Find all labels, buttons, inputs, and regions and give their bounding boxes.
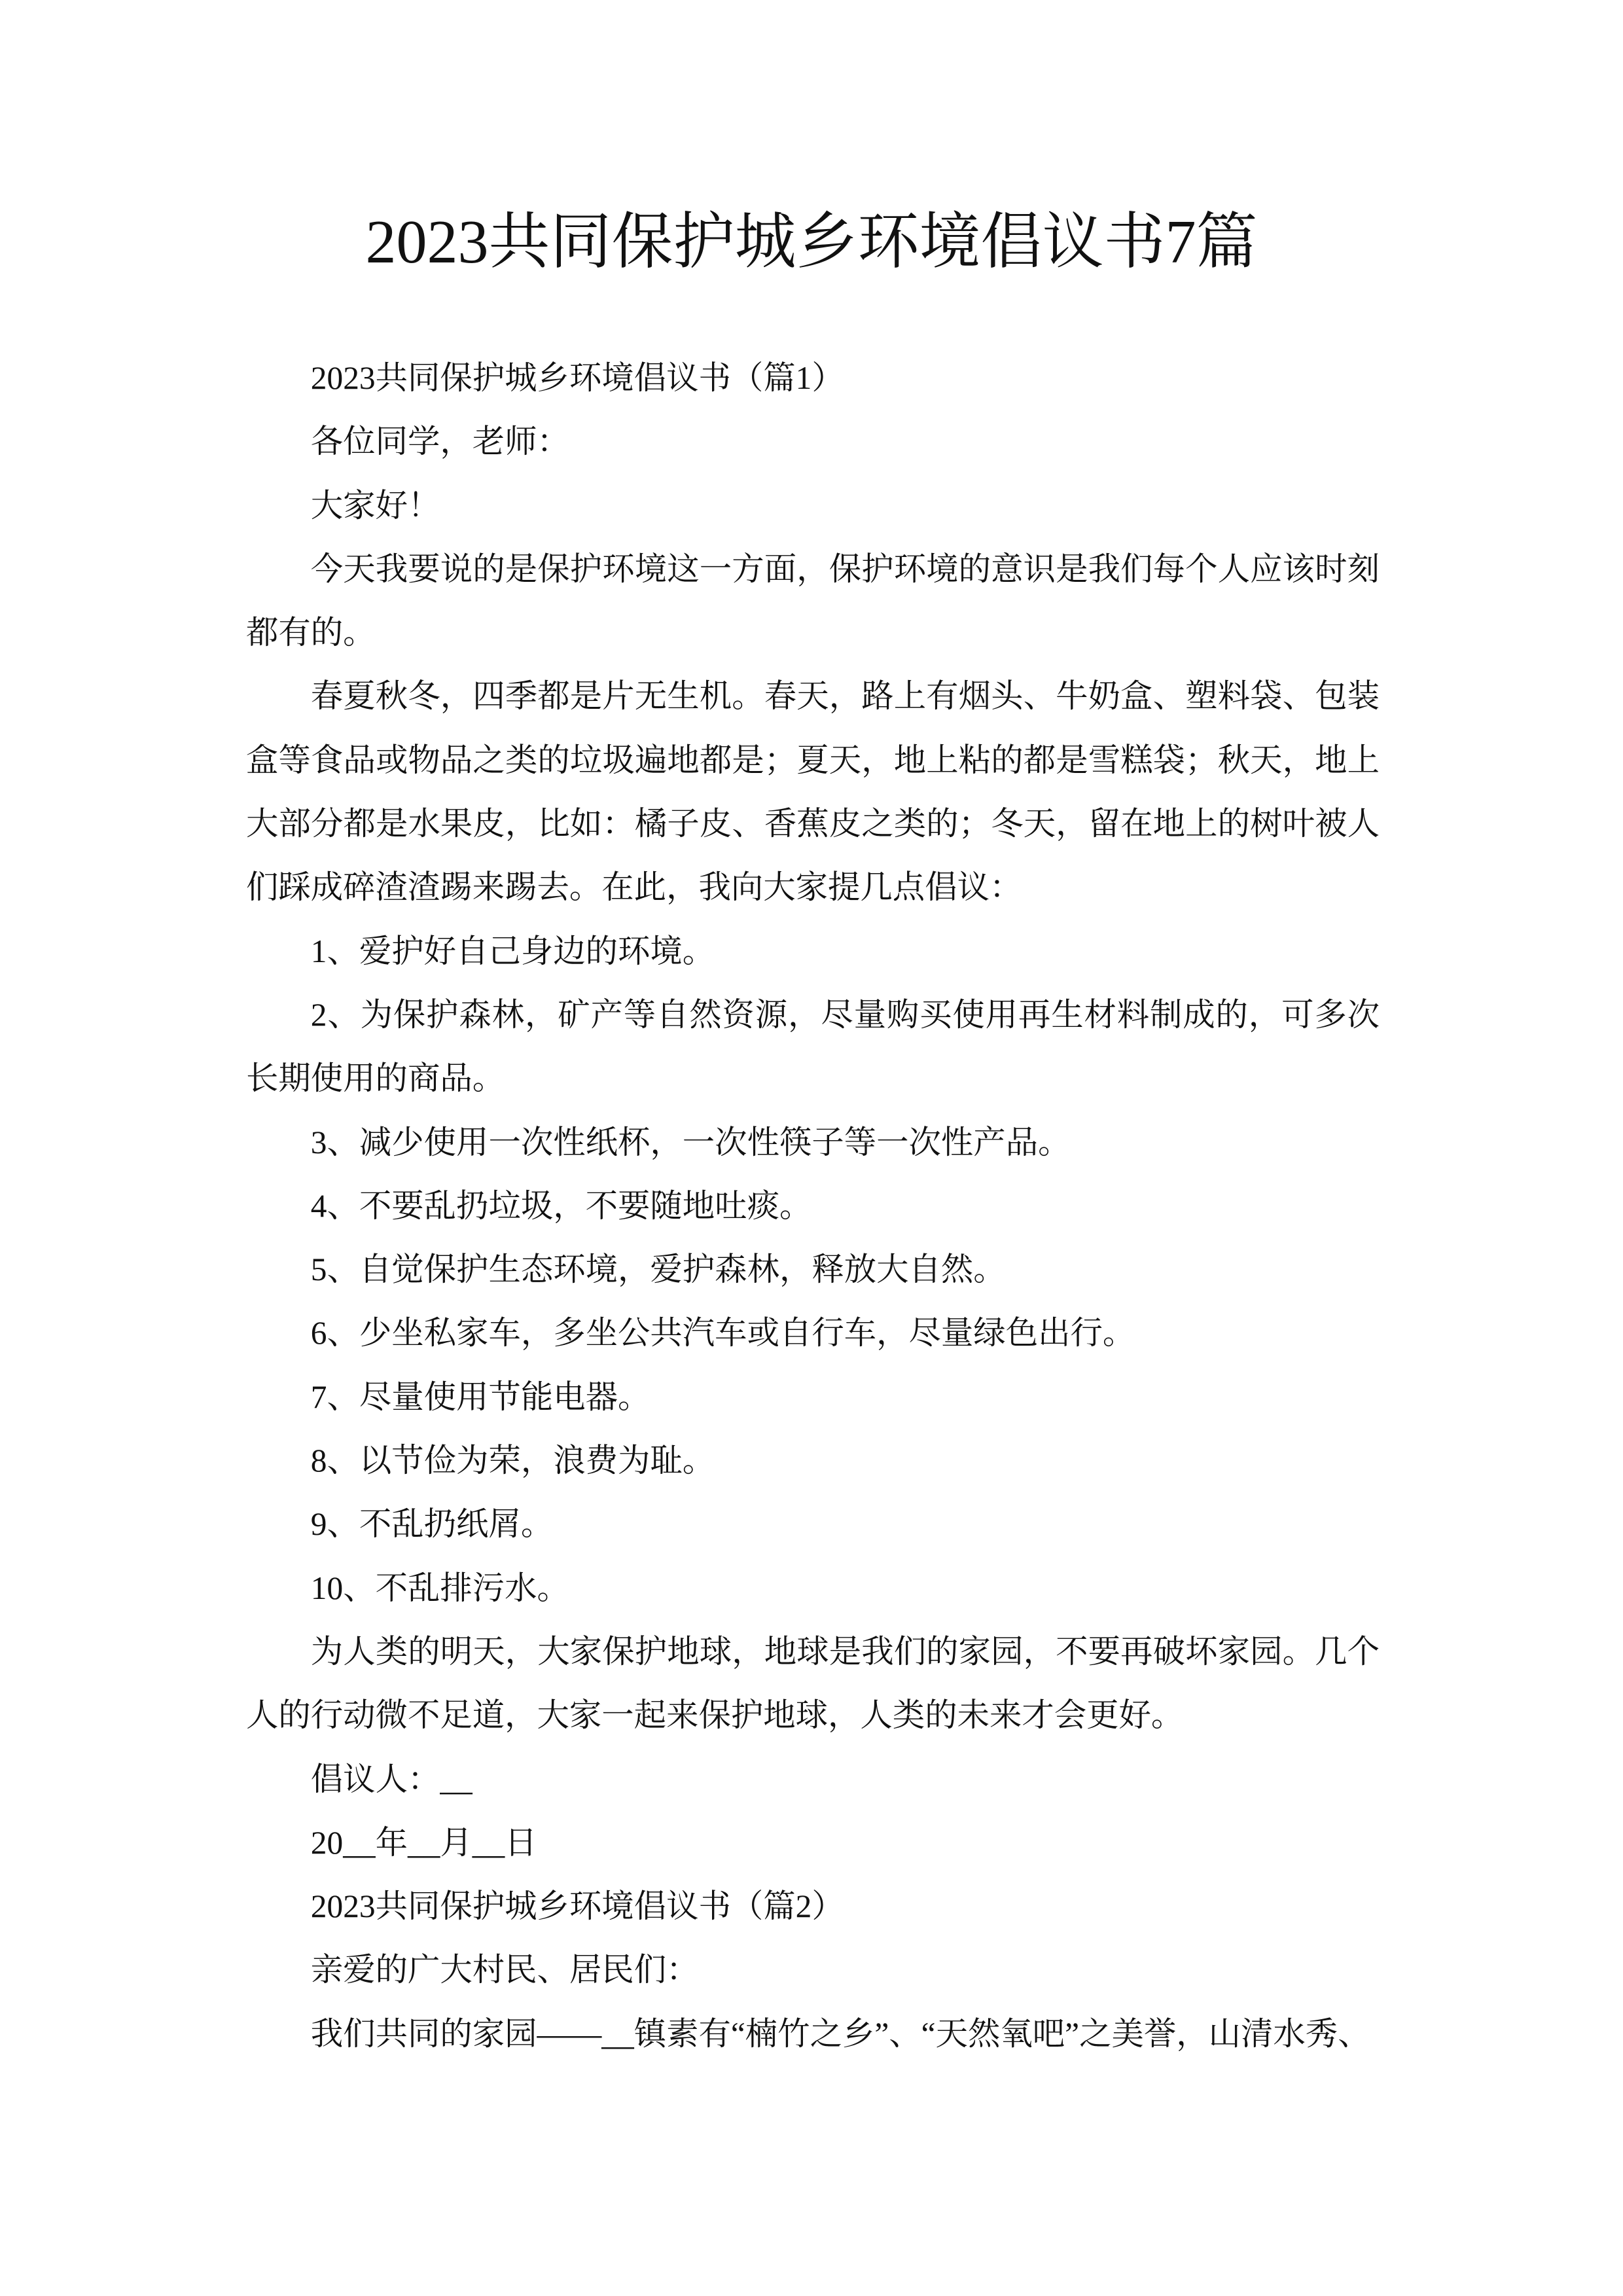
signature-line: 倡议人：__: [310, 1761, 473, 1797]
date-line: 20__年__月__日: [310, 1824, 537, 1861]
paragraph: 春夏秋冬，四季都是片无生机。春天，路上有烟头、牛奶盒、塑料袋、包装盒等食品或物品之类的垃圾遍地都是；夏天，地上粘的都是雪糕袋；秋天，地上大部分都是水果皮，比如：橘子皮、香蕉皮之类的；冬天，留在地上的树叶被人们踩成碎渣渣踢来踢去。在此，我向大家提几点倡议：: [246, 678, 1380, 906]
section-heading: 2023共同保护城乡环境倡议书（篇1）: [310, 360, 844, 396]
paragraph: 今天我要说的是保护环境这一方面，保护环境的意识是我们每个人应该时刻都有的。: [246, 550, 1380, 651]
document-body: [246, 346, 1380, 2066]
list-item: 7、尽量使用节能电器。: [310, 1378, 651, 1415]
paragraph: 为人类的明天，大家保护地球，地球是我们的家园，不要再破坏家园。几个人的行动微不足道，大家一起来保护地球，人类的未来才会更好。: [246, 1633, 1380, 1734]
list-item: 10、不乱排污水。: [310, 1570, 569, 1606]
list-item: 9、不乱扔纸屑。: [310, 1506, 554, 1543]
list-item: 6、少坐私家车，多坐公共汽车或自行车，尽量绿色出行。: [310, 1315, 1135, 1352]
paragraph: 我们共同的家园——__镇素有“楠竹之乡”、“天然氧吧”之美誉，山清水秀、: [310, 2015, 1370, 2052]
salutation: 各位同学，老师：: [310, 423, 569, 460]
list-item: 1、爱护好自己身边的环境。: [310, 933, 715, 969]
list-item: 8、以节俭为荣，浪费为耻。: [310, 1443, 715, 1479]
greeting: 大家好！: [310, 487, 440, 524]
document-title: 2023共同保护城乡环境倡议书7篇: [365, 208, 1258, 276]
list-item: 3、减少使用一次性纸杯，一次性筷子等一次性产品。: [310, 1124, 1071, 1160]
list-item: 2、为保护森林，矿产等自然资源，尽量购买使用再生材料制成的，可多次长期使用的商品。: [246, 996, 1380, 1097]
salutation: 亲爱的广大村民、居民们：: [310, 1952, 699, 1988]
list-item: 4、不要乱扔垃圾，不要随地吐痰。: [310, 1187, 812, 1224]
section-heading: 2023共同保护城乡环境倡议书（篇2）: [310, 1888, 844, 1925]
list-item: 5、自觉保护生态环境，爱护森林，释放大自然。: [310, 1251, 1006, 1288]
